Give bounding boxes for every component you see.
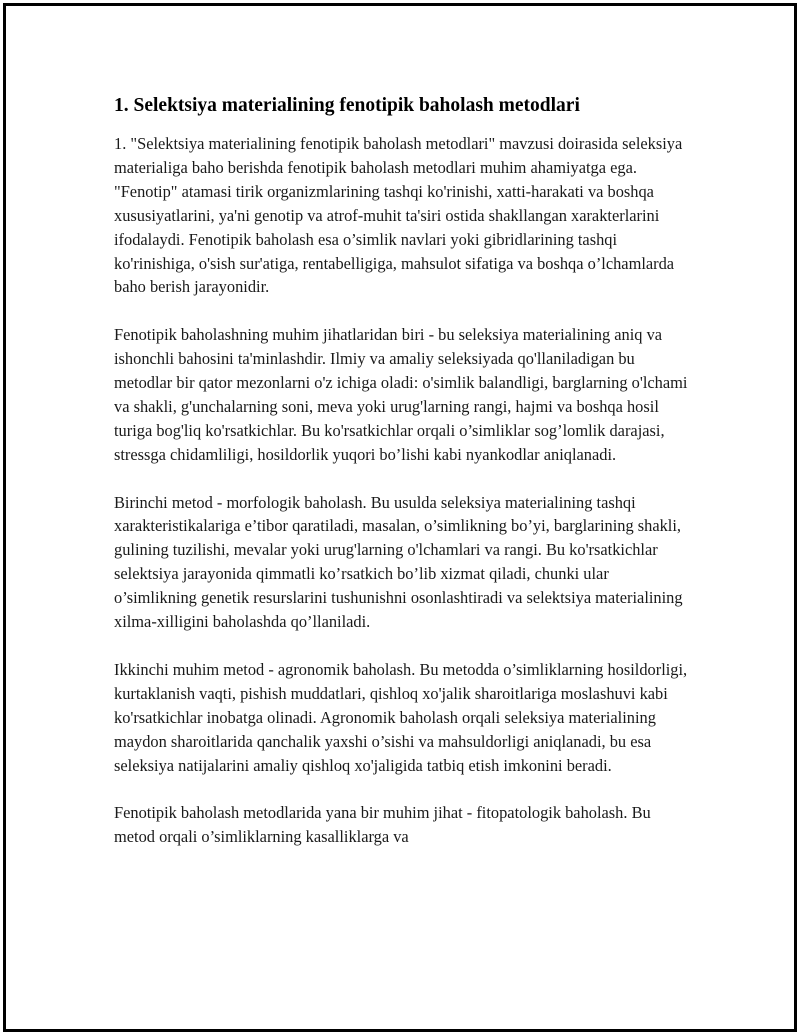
document-heading: 1. Selektsiya materialining fenotipik baholash metodlari	[114, 95, 580, 116]
paragraph: Ikkinchi muhim metod - agronomik baholash. Bu metodda o’simliklarning hosildorligi, kurtaklanish vaqti, pishish muddatlari, qishloq xo'jalik sharoitlariga moslashuvi kabi ko'rsatkichlar inobatga olinadi. Agronomik baholash orqali seleksiya materialining maydon sharoitlarida qanchalik yaxshi o’sishi va mahsuldorligi aniqlanadi, bu esa seleksiya natijalarini amaliy qishloq xo'jaligida tatbiq etish imkonini beradi.	[114, 659, 688, 775]
paragraph: Fenotipik baholash metodlarida yana bir muhim jihat - fitopatologik baholash. Bu metod orqali o’simliklarning kasalliklarga va	[114, 803, 651, 847]
paragraph: Birinchi metod - morfologik baholash. Bu usulda seleksiya materialining tashqi xarakteristikalariga e’tibor qaratiladi, masalan, o’simlikning bo’yi, barglarining shakli, gulining tuzilishi, mevalar yoki urug'larning o'lchamlari va rangi. Bu ko'rsatkichlar selektsiya jarayonida qimmatli ko’rsatkich bo’lib xizmat qiladi, chunki ular o’simlikning genetik resurslarini tushunishni osonlashtiradi va selektsiya materialining xilma-xilligini baholashda qo’llaniladi.	[114, 492, 683, 632]
paragraph: 1. "Selektsiya materialining fenotipik baholash metodlari" mavzusi doirasida seleksiya materialiga baho berishda fenotipik baholash metodlari muhim ahamiyatga ega. "Fenotip" atamasi tirik organizmlarining tashqi ko'rinishi, xatti-harakati va boshqa xususiyatlarini, ya'ni genotip va atrof-muhit ta'siri ostida shakllangan xarakterlarini ifodalaydi. Fenotipik baholash esa o’simlik navlari yoki gibridlarining tashqi ko'rinishiga, o'sish sur'atiga, rentabelligiga, mahsulot sifatiga va boshqa o’lchamlarda baho berish jarayonidir.	[114, 134, 683, 297]
document-body	[114, 92, 694, 873]
paragraph: Fenotipik baholashning muhim jihatlaridan biri - bu seleksiya materialining aniq va ishonchli bahosini ta'minlashdir. Ilmiy va amaliy seleksiyada qo'llaniladigan bu metodlar bir qator mezonlarni o'z ichiga oladi: o'simlik balandligi, barglarning o'lchami va shakli, g'unchalarning soni, meva yoki urug'larning rangi, hajmi va boshqa hosil turiga bog'liq ko'rsatkichlar. Bu ko'rsatkichlar orqali o’simliklar sog’lomlik darajasi, stressga chidamliligi, hosildorlik yuqori bo’lishi kabi nyankodlar aniqlanadi.	[114, 325, 688, 464]
